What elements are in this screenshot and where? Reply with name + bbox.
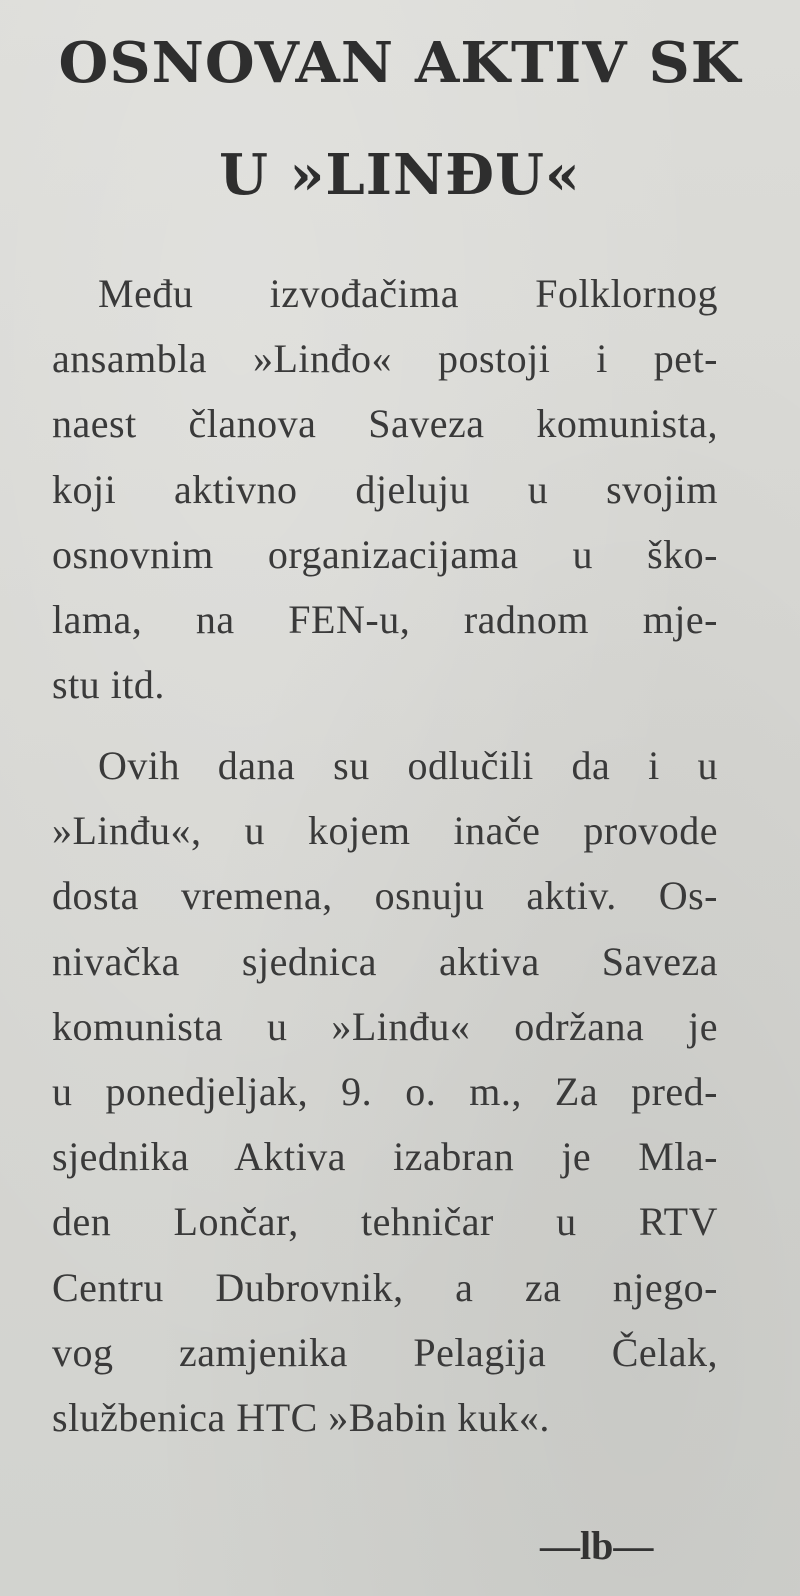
paragraph-line: sjednika Aktiva izabran je Mla- <box>52 1134 718 1180</box>
paragraph-line: naest članova Saveza komunista, <box>52 401 718 447</box>
paragraph-line: Centru Dubrovnik, a za njego- <box>52 1264 718 1310</box>
paragraph-line: stu itd. <box>52 662 165 708</box>
paragraph-line: den Lončar, tehničar u RTV <box>52 1199 718 1245</box>
paragraph-2 <box>52 733 718 1450</box>
headline-line-2: U »LINĐU« <box>219 142 581 208</box>
paragraph-line: komunista u »Linđu« održana je <box>52 1003 718 1049</box>
headline-line-1: OSNOVAN AKTIV SK <box>58 30 742 96</box>
paragraph-line: osnovnim organizacijama u ško- <box>52 531 718 577</box>
paragraph-line: Ovih dana su odlučili da i u <box>98 743 718 788</box>
paragraph-line: »Linđu«, u kojem inače provode <box>52 808 718 854</box>
paragraph-1 <box>52 261 718 717</box>
paragraph-line: Među izvođačima Folklornog <box>98 271 718 316</box>
paragraph-line: ansambla »Linđo« postoji i pet- <box>52 336 718 382</box>
paragraph-line: vog zamjenika Pelagija Čelak, <box>52 1329 718 1375</box>
paragraph-line: lama, na FEN-u, radnom mje- <box>52 596 718 642</box>
paragraph-line: u ponedjeljak, 9. o. m., Za pred- <box>52 1068 718 1114</box>
paragraph-line: nivačka sjednica aktiva Saveza <box>52 938 718 984</box>
paragraph-line: koji aktivno djeluju u svojim <box>52 466 718 512</box>
paragraph-line: dosta vremena, osnuju aktiv. Os- <box>52 873 718 919</box>
paragraph-line: službenica HTC »Babin kuk«. <box>52 1394 550 1440</box>
author-signature: —lb— <box>540 1523 654 1568</box>
